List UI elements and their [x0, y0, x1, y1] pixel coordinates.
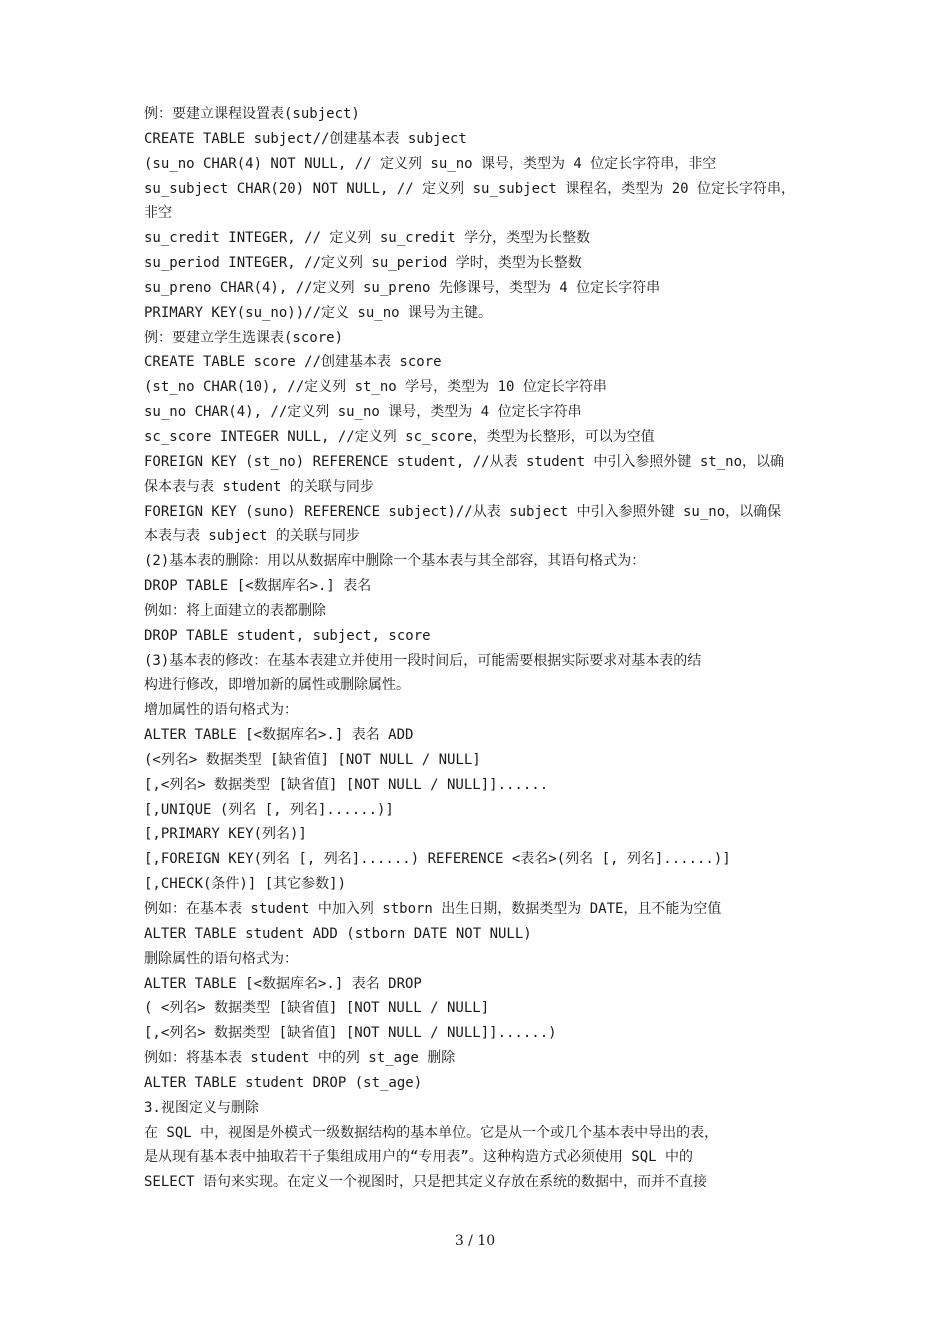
text-line: 在 SQL 中，视图是外模式一级数据结构的基本单位。它是从一个或几个基本表中导出的表，: [144, 1124, 719, 1141]
text-line: ( <列名> 数据类型 [缺省值] [NOT NULL / NULL]: [144, 1000, 490, 1017]
text-line: [,<列名> 数据类型 [缺省值] [NOT NULL / NULL]]......: [144, 776, 549, 793]
text-line: [,<列名> 数据类型 [缺省值] [NOT NULL / NULL]]......): [144, 1025, 557, 1042]
text-line: 增加属性的语句格式为：: [144, 702, 298, 719]
text-line: PRIMARY KEY(su_no))//定义 su_no 课号为主键。: [144, 304, 493, 321]
text-line: su_subject CHAR(20) NOT NULL, // 定义列 su_subject 课程名，类型为 20 位定长字符串，: [144, 180, 796, 197]
text-line: FOREIGN KEY (suno) REFERENCE subject)//从表 subject 中引入参照外键 su_no，以确保: [144, 503, 782, 520]
text-line: 例如：将上面建立的表都删除: [144, 602, 326, 619]
text-line: (3)基本表的修改：在基本表建立并使用一段时间后，可能需要根据实际要求对基本表的结: [144, 652, 702, 669]
text-line: DROP TABLE [<数据库名>.] 表名: [144, 578, 372, 595]
text-line: su_credit INTEGER, // 定义列 su_credit 学分，类型为长整数: [144, 230, 591, 247]
text-line: (2)基本表的删除：用以从数据库中删除一个基本表与其全部容，其语句格式为：: [144, 553, 646, 570]
text-line: 本表与表 subject 的关联与同步: [144, 528, 360, 545]
document-body: [144, 102, 814, 1195]
page-number: 3 / 10: [454, 1233, 496, 1249]
text-line: SELECT 语句来实现。在定义一个视图时，只是把其定义存放在系统的数据中，而并不直接: [144, 1174, 707, 1191]
text-line: DROP TABLE student, subject, score: [144, 627, 431, 644]
text-line: [,FOREIGN KEY(列名 [, 列名]......) REFERENCE <表名>(列名 [, 列名]......)]: [144, 851, 731, 868]
text-line: (su_no CHAR(4) NOT NULL, // 定义列 su_no 课号，类型为 4 位定长字符串，非空: [144, 155, 717, 172]
text-line: 例如：在基本表 student 中加入列 stborn 出生日期，数据类型为 DATE，且不能为空值: [144, 901, 722, 917]
text-line: ALTER TABLE student DROP (st_age): [144, 1074, 423, 1091]
text-line: 例：要建立课程设置表(subject): [144, 106, 360, 122]
text-line: (st_no CHAR(10), //定义列 st_no 学号，类型为 10 位定长字符串: [144, 379, 607, 396]
text-line: [,PRIMARY KEY(列名)]: [144, 826, 307, 843]
text-line: 非空: [144, 205, 172, 222]
text-line: [,CHECK(条件)] [其它参数]): [144, 876, 347, 893]
text-line: (<列名> 数据类型 [缺省值] [NOT NULL / NULL]: [144, 751, 481, 768]
text-line: [,UNIQUE (列名 [, 列名]......)]: [144, 801, 394, 818]
text-line: su_preno CHAR(4), //定义列 su_preno 先修课号，类型为 4 位定长字符串: [144, 279, 661, 296]
text-line: ALTER TABLE [<数据库名>.] 表名 ADD: [144, 727, 414, 744]
text-line: su_period INTEGER, //定义列 su_period 学时，类型为长整数: [144, 255, 582, 272]
text-line: ALTER TABLE [<数据库名>.] 表名 DROP: [144, 975, 422, 992]
text-line: 删除属性的语句格式为：: [144, 950, 298, 967]
text-line: 构进行修改，即增加新的属性或删除属性。: [144, 677, 410, 694]
text-line: CREATE TABLE score //创建基本表 score: [144, 354, 442, 371]
text-line: 3.视图定义与删除: [144, 1099, 259, 1116]
text-line: 例如：将基本表 student 中的列 st_age 删除: [144, 1050, 456, 1067]
text-line: sc_score INTEGER NULL, //定义列 sc_score，类型为长整形，可以为空值: [144, 428, 655, 445]
text-line: FOREIGN KEY (st_no) REFERENCE student, //从表 student 中引入参照外键 st_no，以确: [144, 453, 785, 470]
text-line: CREATE TABLE subject//创建基本表 subject: [144, 130, 467, 147]
text-line: 保本表与表 student 的关联与同步: [144, 478, 374, 495]
text-line: 例：要建立学生选课表(score): [144, 329, 344, 346]
text-line: 是从现有基本表中抽取若干子集组成用户的“专用表”。这种构造方式必须使用 SQL 中的: [144, 1149, 693, 1166]
text-line: ALTER TABLE student ADD (stborn DATE NOT NULL): [144, 925, 532, 942]
text-line: su_no CHAR(4), //定义列 su_no 课号，类型为 4 位定长字符串: [144, 404, 582, 421]
